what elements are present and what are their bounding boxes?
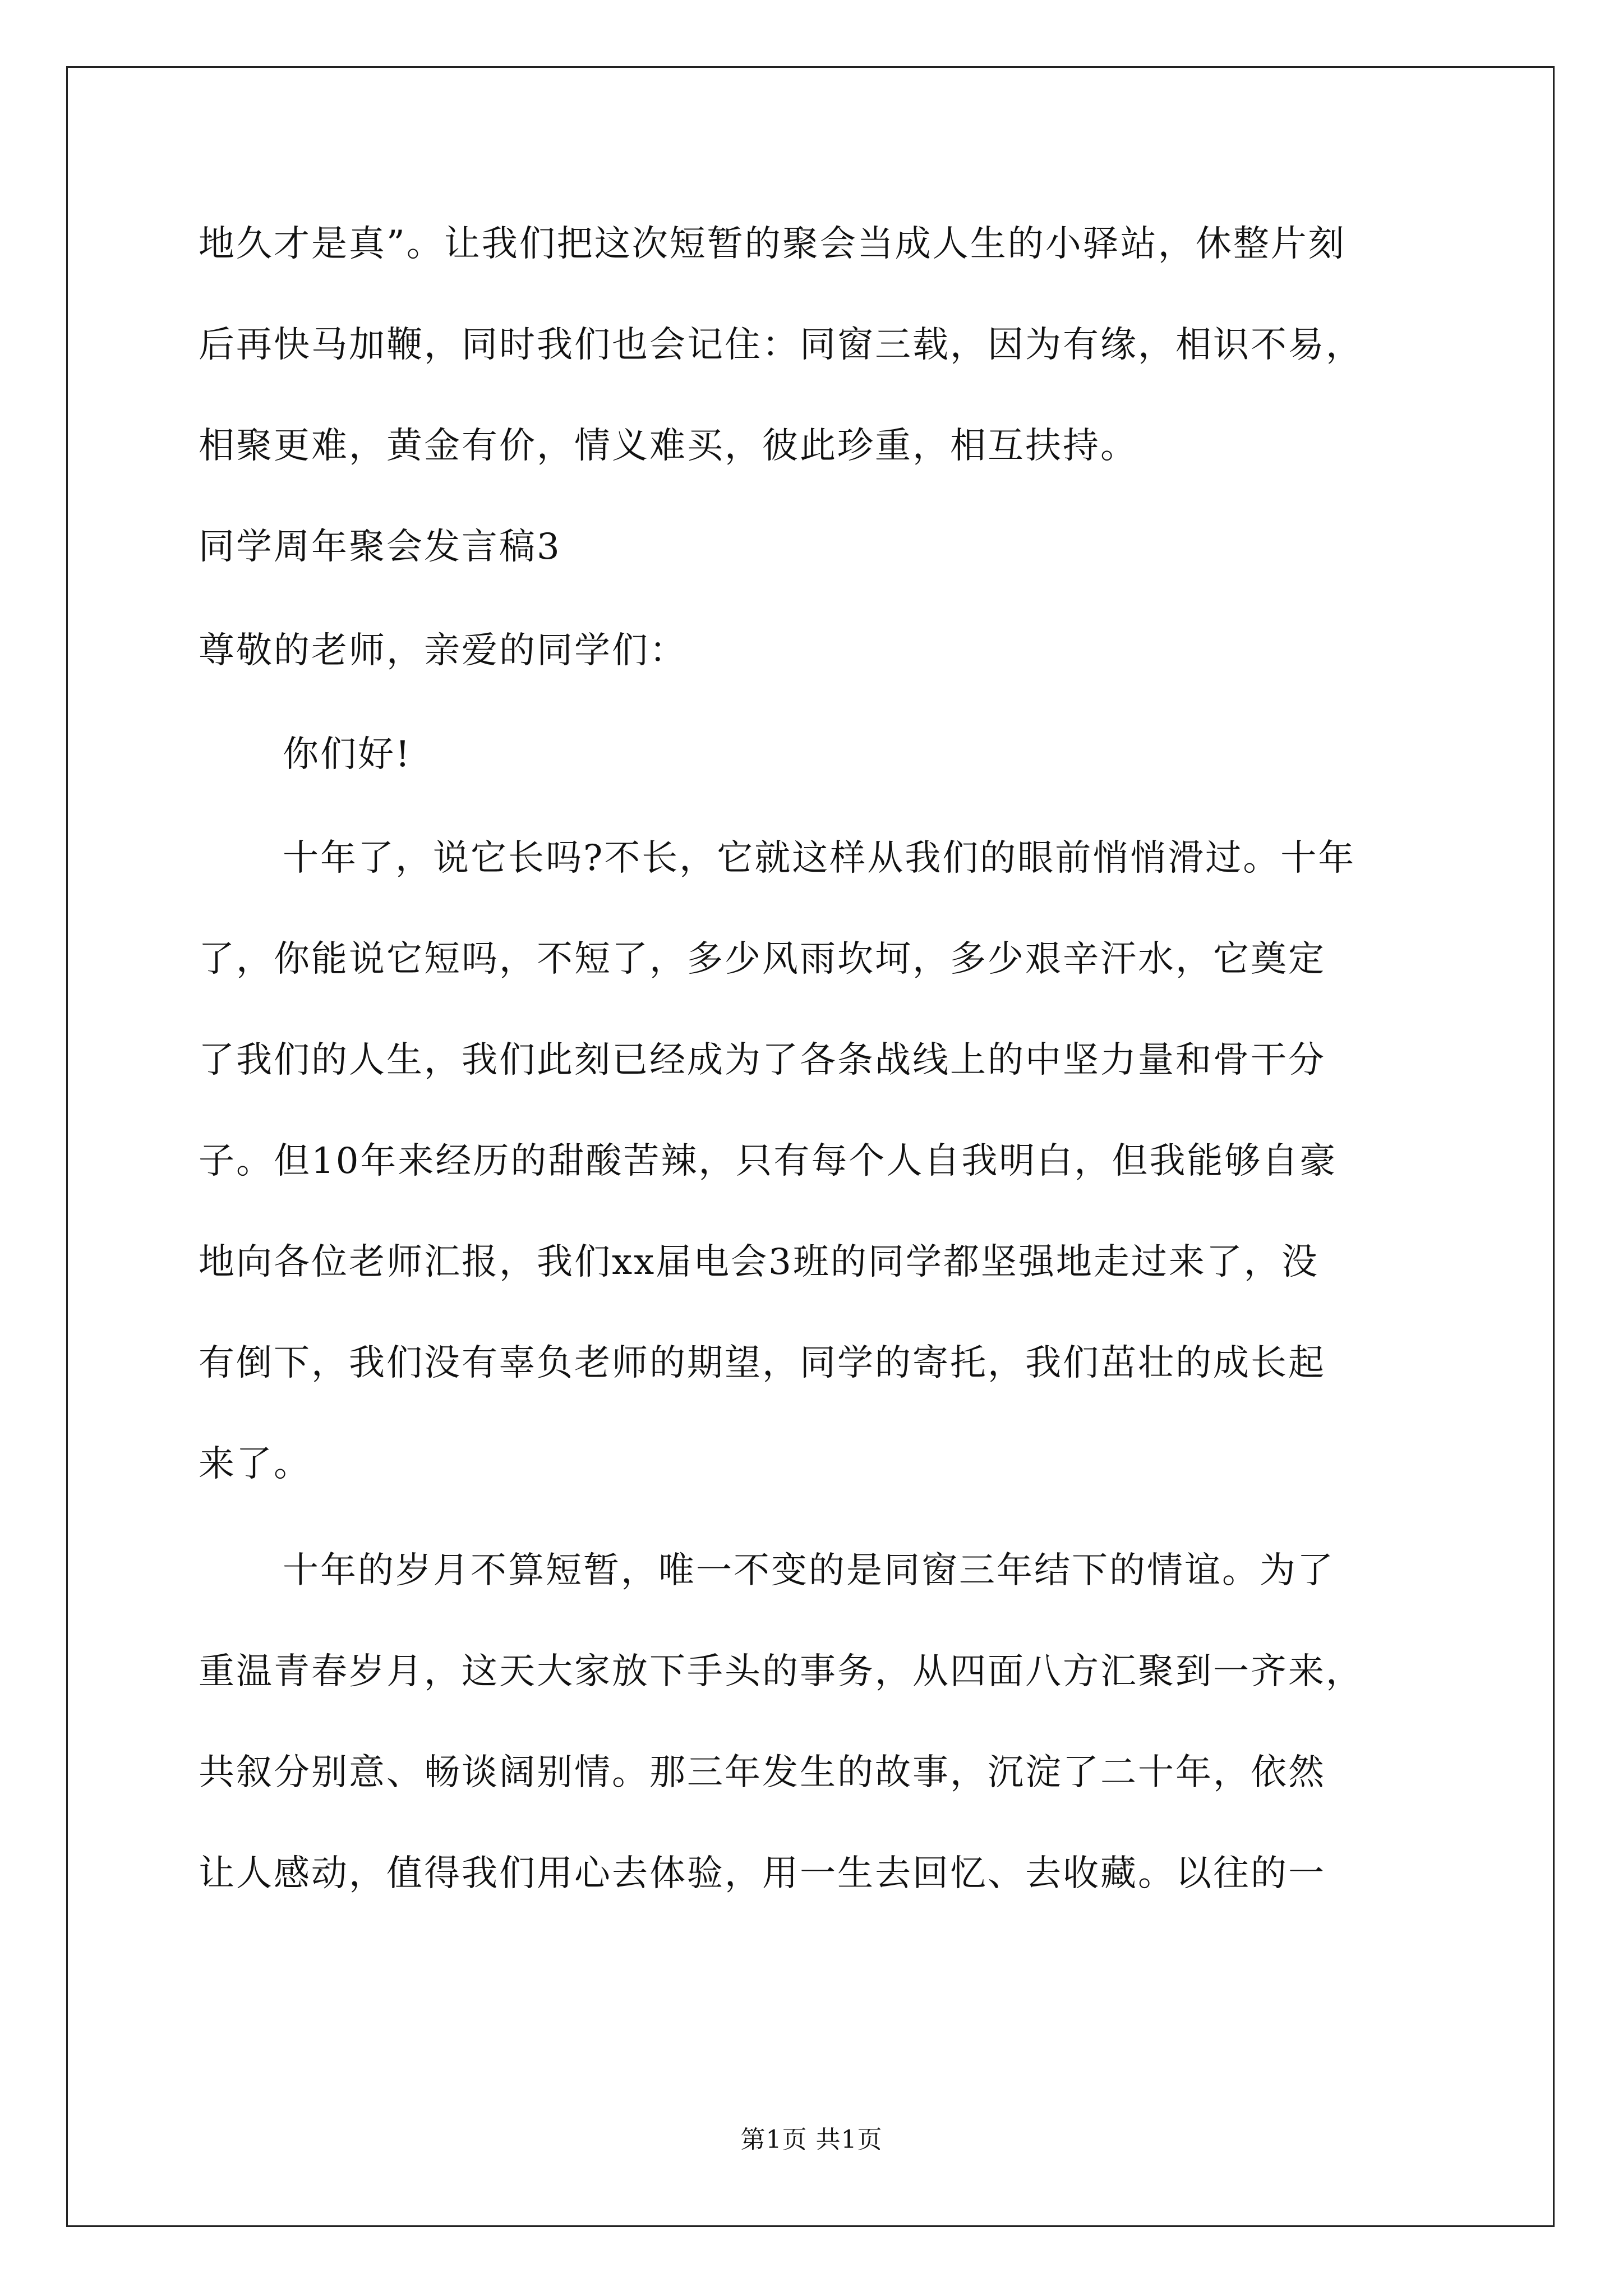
paragraph-line: 了我们的人生，我们此刻已经成为了各条战线上的中坚力量和骨干分 — [199, 1039, 1326, 1081]
paragraph-line: 共叙分别意、畅谈阔别情。那三年发生的故事，沉淀了二十年，依然 — [199, 1752, 1326, 1793]
paragraph-line: 有倒下，我们没有辜负老师的期望，同学的寄托，我们茁壮的成长起 — [199, 1342, 1326, 1384]
paragraph-line: 了，你能说它短吗，不短了，多少风雨坎坷，多少艰辛汗水，它奠定 — [199, 938, 1326, 980]
paragraph-line: 地久才是真”。让我们把这次短暂的聚会当成人生的小驿站，休整片刻 — [199, 223, 1346, 265]
salutation: 尊敬的老师，亲爱的同学们： — [199, 630, 687, 671]
paragraph-line: 地向各位老师汇报，我们xx届电会3班的同学都坚强地走过来了，没 — [199, 1241, 1319, 1283]
page-number-footer: 第1页 共1页 — [740, 2125, 883, 2154]
greeting: 你们好! — [283, 734, 412, 775]
paragraph-line: 相聚更难，黄金有价，情义难买，彼此珍重，相互扶持。 — [199, 425, 1138, 467]
paragraph-line: 来了。 — [199, 1443, 311, 1485]
paragraph-line: 十年了，说它长吗?不长，它就这样从我们的眼前悄悄滑过。十年 — [283, 838, 1356, 879]
paragraph-line: 让人感动，值得我们用心去体验，用一生去回忆、去收藏。以往的一 — [199, 1853, 1326, 1894]
paragraph-line: 重温青春岁月，这天大家放下手头的事务，从四面八方汇聚到一齐来， — [199, 1651, 1363, 1692]
section-heading: 同学周年聚会发言稿3 — [199, 526, 561, 568]
paragraph-line: 后再快马加鞭，同时我们也会记住：同窗三载，因为有缘，相识不易， — [199, 324, 1363, 366]
paragraph-line: 子。但10年来经历的甜酸苦辣，只有每个人自我明白，但我能够自豪 — [199, 1140, 1338, 1182]
paragraph-line: 十年的岁月不算短暂，唯一不变的是同窗三年结下的情谊。为了 — [283, 1550, 1335, 1591]
